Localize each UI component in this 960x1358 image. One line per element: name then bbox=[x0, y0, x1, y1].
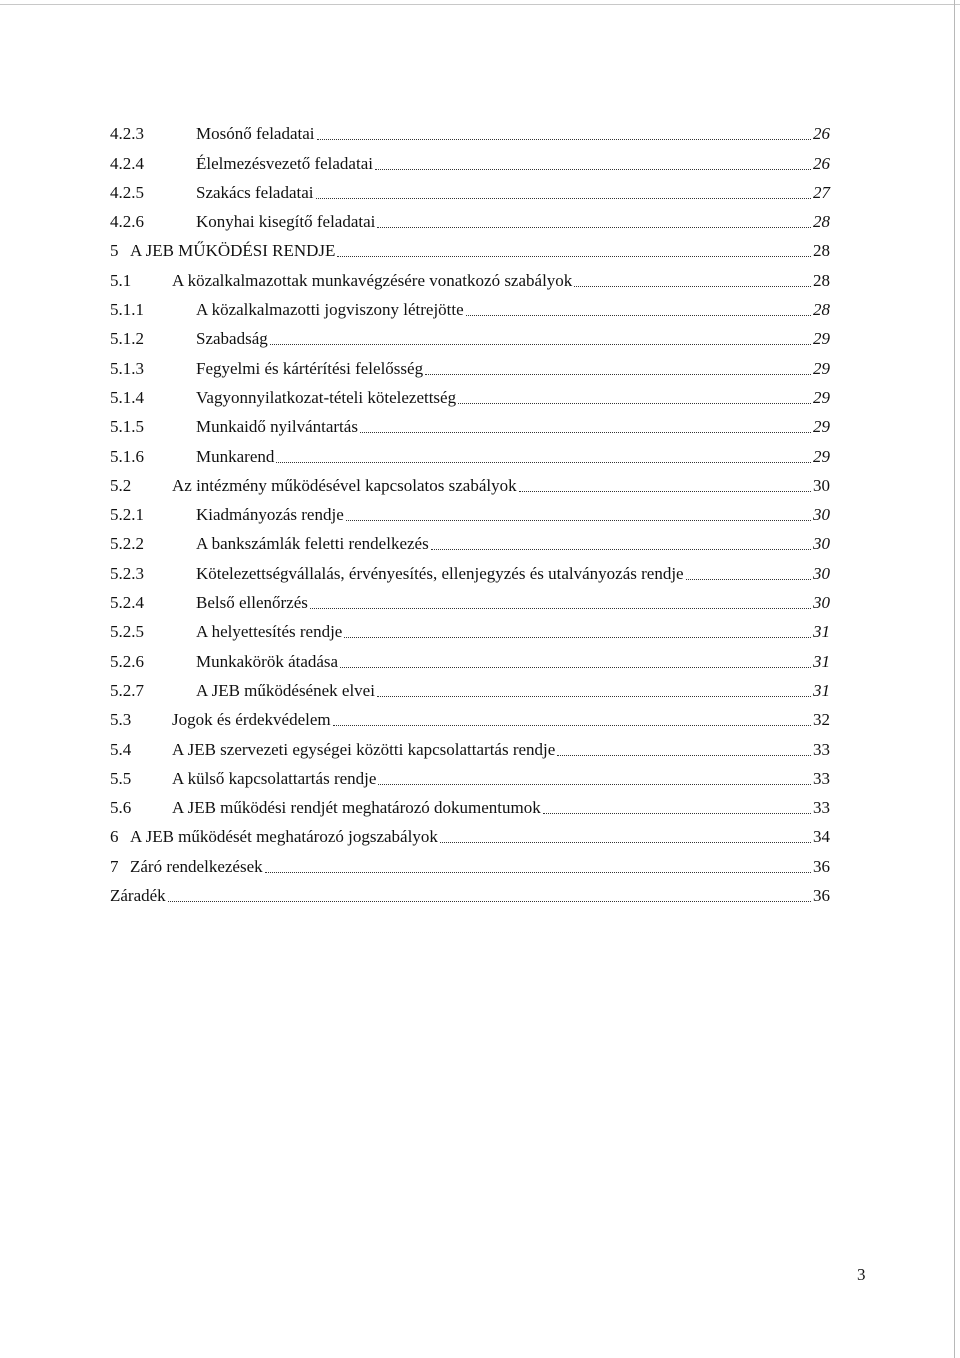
toc-entry[interactable] bbox=[110, 116, 830, 145]
toc-entry[interactable] bbox=[110, 380, 830, 409]
toc-entry-title: Jogok és érdekvédelem bbox=[172, 710, 331, 730]
toc-entry-page: 36 bbox=[813, 856, 830, 876]
toc-entry-title: A JEB MŰKÖDÉSI RENDJE bbox=[130, 241, 336, 261]
toc-entry-number: 5.4 bbox=[110, 739, 132, 759]
toc-entry-page: 28 bbox=[813, 241, 830, 261]
toc-entry[interactable] bbox=[110, 848, 830, 877]
toc-entry[interactable] bbox=[110, 350, 830, 379]
toc-entry-page: 29 bbox=[813, 387, 830, 407]
toc-entry[interactable] bbox=[110, 204, 830, 233]
toc-entry[interactable] bbox=[110, 292, 830, 321]
toc-entry-page: 29 bbox=[813, 329, 830, 349]
toc-entry[interactable] bbox=[110, 878, 830, 907]
toc-entry-number: 5.2.1 bbox=[110, 505, 144, 525]
toc-entry-title: Munkaidő nyilvántartás bbox=[196, 417, 358, 437]
toc-entry[interactable] bbox=[110, 526, 830, 555]
toc-entry[interactable] bbox=[110, 145, 830, 174]
toc-entry-number: 5 bbox=[110, 241, 119, 261]
toc-entry-number: 6 bbox=[110, 827, 119, 847]
toc-entry-number: 7 bbox=[110, 856, 119, 876]
toc-entry[interactable] bbox=[110, 233, 830, 262]
toc-entry-title: Munkarend bbox=[196, 446, 275, 466]
toc-dot-leader bbox=[360, 432, 811, 433]
toc-entry-title: Szakács feladatai bbox=[196, 182, 314, 202]
toc-entry-page: 33 bbox=[813, 768, 830, 788]
toc-entry-title: Szabadság bbox=[196, 329, 268, 349]
toc-dot-leader bbox=[466, 315, 811, 316]
toc-entry-number: 5.1.3 bbox=[110, 358, 144, 378]
toc-entry-page: 31 bbox=[813, 680, 830, 700]
toc-dot-leader bbox=[543, 813, 811, 814]
toc-entry-page: 31 bbox=[813, 651, 830, 671]
toc-entry-title: Záradék bbox=[110, 886, 166, 906]
toc-dot-leader bbox=[168, 901, 811, 902]
toc-entry-title: Vagyonnyilatkozat-tételi kötelezettség bbox=[196, 387, 457, 407]
toc-entry-title: A közalkalmazottak munkavégzésére vonatkozó szabályok bbox=[172, 270, 573, 290]
toc-dot-leader bbox=[557, 755, 811, 756]
toc-entry-number: 5.1.4 bbox=[110, 387, 144, 407]
toc-dot-leader bbox=[431, 549, 811, 550]
toc-dot-leader bbox=[378, 784, 811, 785]
toc-dot-leader bbox=[310, 608, 811, 609]
toc-dot-leader bbox=[265, 872, 811, 873]
toc-entry-number: 5.2.6 bbox=[110, 651, 144, 671]
toc-entry-number: 5.6 bbox=[110, 798, 132, 818]
toc-entry-number: 5.1.1 bbox=[110, 300, 144, 320]
toc-entry-page: 30 bbox=[813, 593, 830, 613]
toc-entry-page: 30 bbox=[813, 534, 830, 554]
toc-entry-page: 28 bbox=[813, 270, 830, 290]
toc-entry-number: 5.2.4 bbox=[110, 593, 144, 613]
toc-entry-page: 30 bbox=[813, 563, 830, 583]
toc-entry-number: 5.1.2 bbox=[110, 329, 144, 349]
table-of-contents bbox=[110, 116, 830, 907]
toc-entry-number: 4.2.5 bbox=[110, 182, 144, 202]
toc-entry-page: 26 bbox=[813, 124, 830, 144]
toc-entry-title: Záró rendelkezések bbox=[130, 856, 263, 876]
toc-entry-page: 28 bbox=[813, 300, 830, 320]
toc-entry-title: A JEB szervezeti egységei közötti kapcsolattartás rendje bbox=[172, 739, 556, 759]
toc-entry-number: 5.1 bbox=[110, 270, 132, 290]
toc-dot-leader bbox=[425, 374, 811, 375]
toc-entry-title: Élelmezésvezető feladatai bbox=[196, 153, 373, 173]
toc-entry[interactable] bbox=[110, 819, 830, 848]
toc-entry-number: 4.2.4 bbox=[110, 153, 144, 173]
toc-entry-number: 5.2.3 bbox=[110, 563, 144, 583]
toc-entry-title: A közalkalmazotti jogviszony létrejötte bbox=[196, 300, 464, 320]
toc-entry-page: 33 bbox=[813, 739, 830, 759]
scan-edge-right-line bbox=[954, 0, 955, 1358]
toc-entry-page: 33 bbox=[813, 798, 830, 818]
toc-entry-page: 27 bbox=[813, 182, 830, 202]
toc-entry-page: 34 bbox=[813, 827, 830, 847]
toc-entry[interactable] bbox=[110, 321, 830, 350]
page-number: 3 bbox=[857, 1265, 866, 1284]
toc-entry-page: 36 bbox=[813, 886, 830, 906]
toc-entry-number: 5.1.6 bbox=[110, 446, 144, 466]
toc-dot-leader bbox=[458, 403, 811, 404]
toc-entry-title: Mosónő feladatai bbox=[196, 124, 315, 144]
toc-entry-page: 29 bbox=[813, 358, 830, 378]
toc-dot-leader bbox=[686, 579, 811, 580]
toc-entry-page: 32 bbox=[813, 710, 830, 730]
toc-dot-leader bbox=[340, 667, 811, 668]
toc-entry-title: Belső ellenőrzés bbox=[196, 593, 308, 613]
toc-dot-leader bbox=[519, 491, 811, 492]
toc-dot-leader bbox=[276, 462, 811, 463]
toc-entry-title: Kiadmányozás rendje bbox=[196, 505, 344, 525]
toc-entry-title: Konyhai kisegítő feladatai bbox=[196, 212, 376, 232]
toc-dot-leader bbox=[344, 637, 811, 638]
toc-entry-page: 31 bbox=[813, 622, 830, 642]
toc-dot-leader bbox=[440, 842, 811, 843]
toc-entry-title: A külső kapcsolattartás rendje bbox=[172, 768, 377, 788]
toc-entry-number: 4.2.3 bbox=[110, 124, 144, 144]
toc-entry-number: 5.1.5 bbox=[110, 417, 144, 437]
toc-entry[interactable] bbox=[110, 555, 830, 584]
toc-entry[interactable] bbox=[110, 702, 830, 731]
toc-entry-title: A JEB működését meghatározó jogszabályok bbox=[130, 827, 438, 847]
toc-entry-title: A helyettesítés rendje bbox=[196, 622, 343, 642]
toc-entry-number: 5.2 bbox=[110, 475, 132, 495]
toc-entry[interactable] bbox=[110, 262, 830, 291]
toc-entry-title: Munkakörök átadása bbox=[196, 651, 339, 671]
toc-entry[interactable] bbox=[110, 790, 830, 819]
toc-entry[interactable] bbox=[110, 731, 830, 760]
toc-entry[interactable] bbox=[110, 175, 830, 204]
toc-entry[interactable] bbox=[110, 761, 830, 790]
toc-dot-leader bbox=[333, 725, 811, 726]
toc-dot-leader bbox=[574, 286, 811, 287]
toc-entry-number: 5.2.5 bbox=[110, 622, 144, 642]
toc-entry-title: Fegyelmi és kártérítési felelősség bbox=[196, 358, 424, 378]
toc-dot-leader bbox=[346, 520, 811, 521]
toc-dot-leader bbox=[375, 169, 811, 170]
toc-entry-title: Az intézmény működésével kapcsolatos szabályok bbox=[172, 475, 517, 495]
toc-entry[interactable] bbox=[110, 497, 830, 526]
toc-dot-leader bbox=[377, 227, 811, 228]
scan-edge-top-line bbox=[0, 4, 960, 5]
toc-dot-leader bbox=[270, 344, 811, 345]
toc-entry-page: 29 bbox=[813, 446, 830, 466]
toc-entry-page: 29 bbox=[813, 417, 830, 437]
toc-entry-title: A bankszámlák feletti rendelkezés bbox=[196, 534, 429, 554]
toc-dot-leader bbox=[316, 198, 811, 199]
toc-entry-page: 28 bbox=[813, 212, 830, 232]
toc-entry-number: 5.3 bbox=[110, 710, 132, 730]
toc-entry[interactable] bbox=[110, 468, 830, 497]
toc-dot-leader bbox=[317, 139, 812, 140]
toc-entry-title: A JEB működési rendjét meghatározó dokumentumok bbox=[172, 798, 541, 818]
toc-entry-number: 5.2.7 bbox=[110, 680, 144, 700]
toc-entry-title: Kötelezettségvállalás, érvényesítés, ellenjegyzés és utalványozás rendje bbox=[196, 563, 684, 583]
toc-entry-page: 26 bbox=[813, 153, 830, 173]
toc-entry[interactable] bbox=[110, 409, 830, 438]
toc-entry-number: 5.2.2 bbox=[110, 534, 144, 554]
toc-entry[interactable] bbox=[110, 614, 830, 643]
toc-dot-leader bbox=[377, 696, 811, 697]
toc-dot-leader bbox=[337, 256, 811, 257]
toc-entry-page: 30 bbox=[813, 505, 830, 525]
toc-entry[interactable] bbox=[110, 673, 830, 702]
toc-entry[interactable] bbox=[110, 438, 830, 467]
toc-entry-title: A JEB működésének elvei bbox=[196, 680, 375, 700]
toc-entry[interactable] bbox=[110, 585, 830, 614]
toc-entry-number: 4.2.6 bbox=[110, 212, 144, 232]
toc-entry-number: 5.5 bbox=[110, 768, 132, 788]
toc-entry-page: 30 bbox=[813, 475, 830, 495]
toc-entry[interactable] bbox=[110, 643, 830, 672]
